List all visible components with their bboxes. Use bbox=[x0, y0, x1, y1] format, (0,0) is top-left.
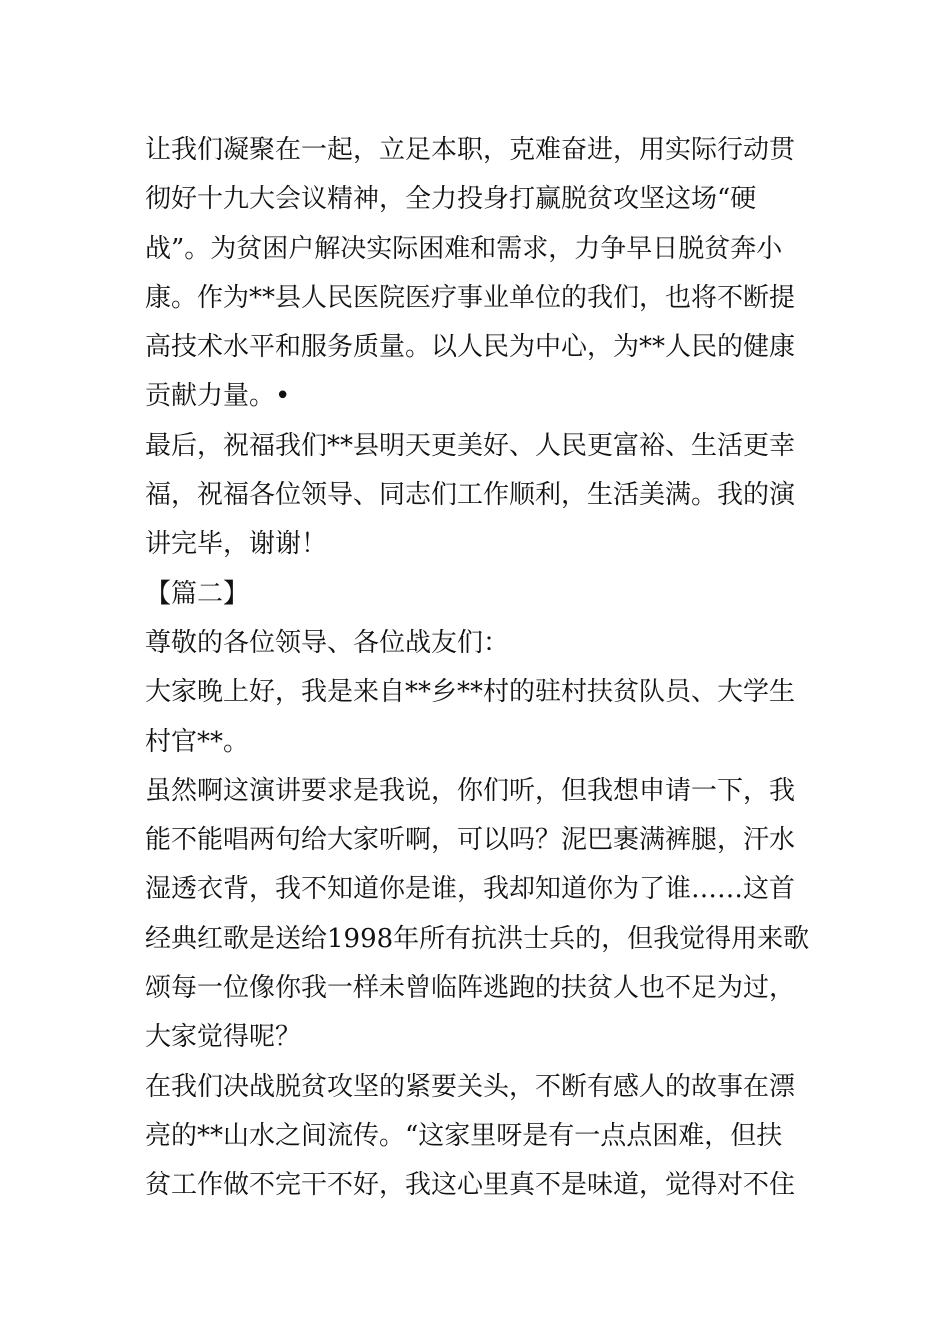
text-line: 亮的**山水之间流传。“这家里呀是有一点点困难，但扶 bbox=[145, 1120, 783, 1151]
text-line: 贡献力量。• bbox=[145, 381, 291, 412]
text-line: 颂每一位像你我一样未曾临阵逃跑的扶贫人也不足为过， bbox=[145, 973, 796, 1004]
text-line: 大家觉得呢？ bbox=[145, 1022, 302, 1053]
text-line: 在我们决战脱贫攻坚的紧要关头，不断有感人的故事在漂 bbox=[145, 1071, 796, 1102]
text-line: 康。作为**县人民医院医疗事业单位的我们，也将不断提 bbox=[145, 282, 796, 313]
text-line: 战”。为贫困户解决实际困难和需求，力争早日脱贫奔小 bbox=[145, 233, 783, 264]
section-heading: 【篇二】 bbox=[145, 578, 250, 609]
text-line: 讲完毕，谢谢！ bbox=[145, 529, 328, 560]
text-line: 贫工作做不完干不好，我这心里真不是味道，觉得对不住 bbox=[145, 1170, 796, 1201]
text-line: 大家晚上好，我是来自**乡**村的驻村扶贫队员、大学生 bbox=[145, 677, 796, 708]
text-line: 让我们凝聚在一起，立足本职，克难奋进，用实际行动贯 bbox=[145, 135, 796, 165]
body-text bbox=[145, 126, 810, 1211]
text-line: 村官**。 bbox=[145, 726, 250, 757]
text-line: 虽然啊这演讲要求是我说，你们听，但我想申请一下，我 bbox=[145, 775, 796, 806]
text-line: 湿透衣背，我不知道你是谁，我却知道你为了谁……这首 bbox=[145, 874, 796, 905]
text-line: 经典红歌是送给1998年所有抗洪士兵的，但我觉得用来歌 bbox=[145, 923, 810, 954]
text-line: 最后，祝福我们**县明天更美好、人民更富裕、生活更幸 bbox=[145, 430, 796, 461]
salutation: 尊敬的各位领导、各位战友们： bbox=[145, 627, 510, 658]
text-line: 能不能唱两句给大家听啊，可以吗？泥巴裹满裤腿，汗水 bbox=[145, 825, 796, 856]
text-line: 高技术水平和服务质量。以人民为中心，为**人民的健康 bbox=[145, 332, 796, 363]
text-line: 彻好十九大会议精神，全力投身打赢脱贫攻坚这场“硬 bbox=[145, 184, 757, 215]
text-line: 福，祝福各位领导、同志们工作顺利，生活美满。我的演 bbox=[145, 480, 796, 511]
